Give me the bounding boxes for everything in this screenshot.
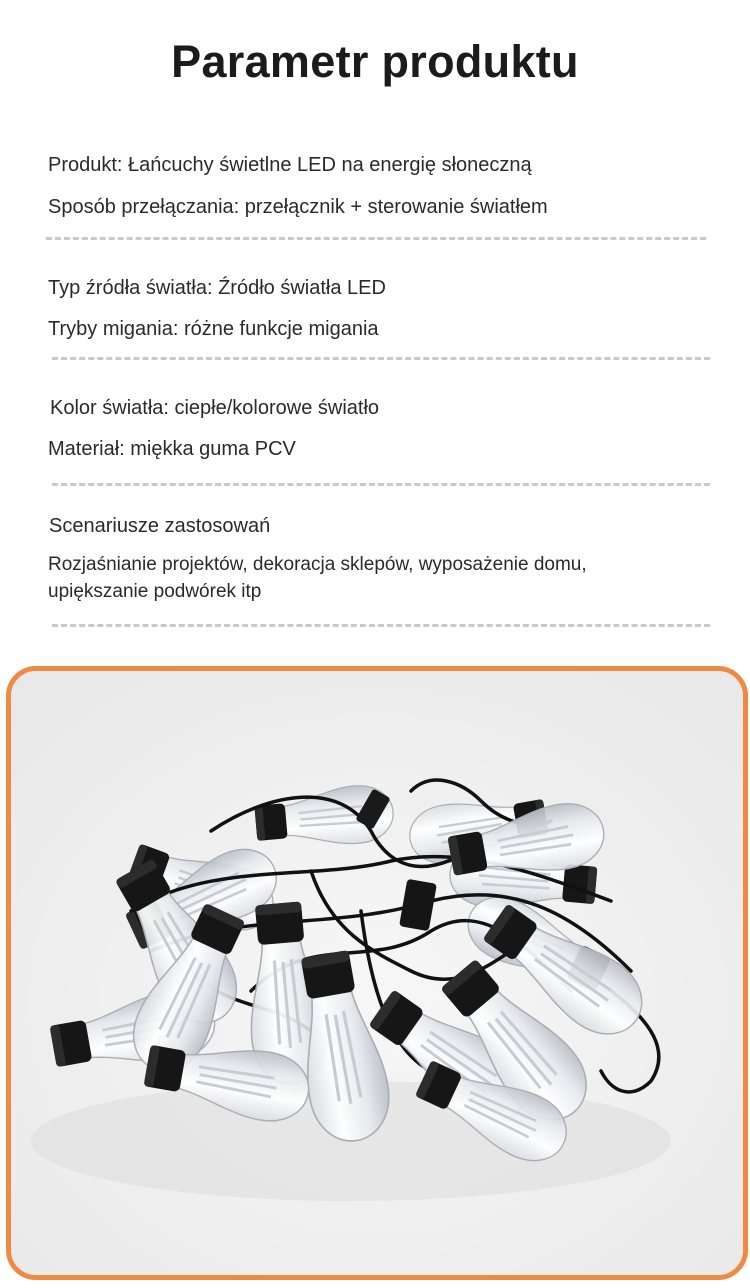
page-title: Parametr produktu — [171, 36, 579, 87]
param-scenarios-text: upiększanie podwórek itp — [48, 581, 262, 602]
product-photo-frame — [6, 666, 748, 1280]
param-product: Produkt: Łańcuchy świetlne LED na energię słoneczną — [48, 154, 532, 176]
param-material: Materiał: miękka guma PCV — [48, 438, 296, 460]
param-light-source: Typ źródła światła: Źródło światła LED — [48, 277, 386, 299]
param-scenarios-heading: Scenariusze zastosowań — [49, 515, 271, 537]
divider — [46, 237, 706, 240]
product-photo — [11, 671, 743, 1275]
divider — [52, 357, 710, 360]
divider — [52, 483, 710, 486]
param-light-color: Kolor światła: ciepłe/kolorowe światło — [50, 397, 380, 419]
param-switch-mode: Sposób przełączania: przełącznik + sterowanie światłem — [48, 196, 548, 218]
param-flash-modes: Tryby migania: różne funkcje migania — [48, 318, 379, 340]
param-scenarios-text: Rozjaśnianie projektów, dekoracja sklepów, wyposażenie domu, — [48, 554, 587, 575]
divider — [52, 624, 710, 627]
